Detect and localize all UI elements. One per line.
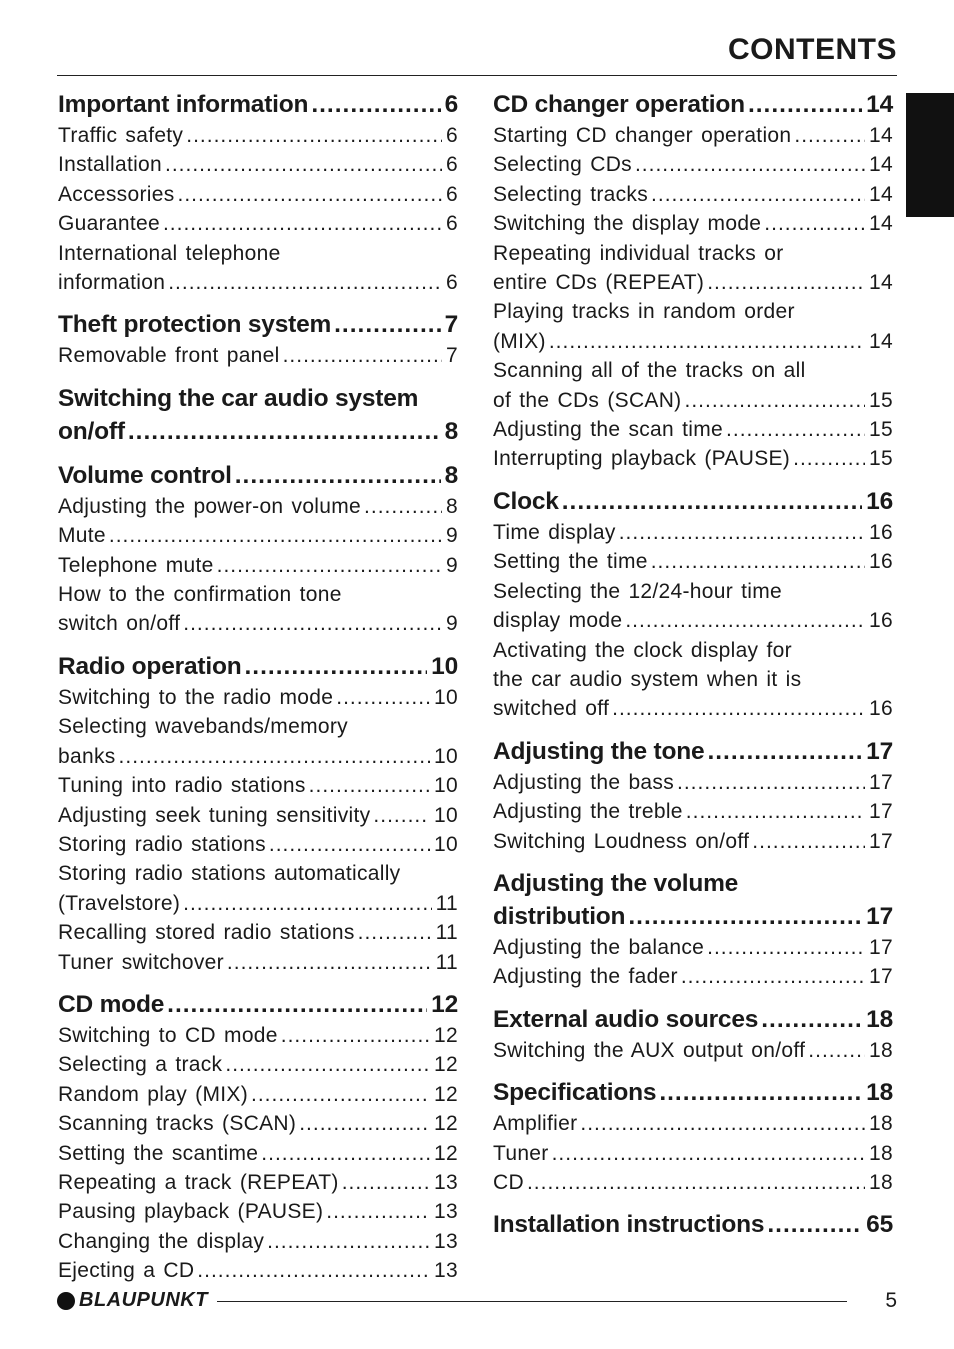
toc-entry-page: 17 [869, 829, 893, 853]
dot-leader [726, 415, 865, 444]
dot-leader [342, 1168, 430, 1197]
dot-leader [281, 1021, 430, 1050]
toc-entry-text: Adjusting the treble [493, 800, 683, 824]
toc-section-title-page: 10 [431, 652, 458, 680]
toc-entry-text: Switching the display mode [493, 212, 762, 236]
toc-entry[interactable] [58, 918, 458, 947]
dot-leader [707, 735, 862, 768]
dot-leader [283, 341, 442, 370]
dot-leader [364, 492, 442, 521]
toc-entry-page: 10 [434, 832, 458, 856]
toc-section-title-page: 12 [431, 990, 458, 1018]
toc-entry-line: Playing tracks in random order [493, 300, 795, 324]
toc-entry-text: Tuner [493, 1141, 549, 1165]
dot-leader [761, 1003, 862, 1036]
dot-leader [767, 1208, 862, 1241]
toc-entry-page: 12 [434, 1082, 458, 1106]
toc-entry[interactable] [58, 1109, 458, 1138]
toc-entry-text: switch on/off [58, 612, 181, 636]
dot-leader [269, 830, 430, 859]
dot-leader [625, 606, 865, 635]
toc-entry-page: 13 [434, 1200, 458, 1224]
toc-section-title-text: Radio operation [58, 652, 242, 680]
toc-entry[interactable] [58, 1139, 458, 1168]
toc-entry[interactable] [58, 209, 458, 238]
toc-entry[interactable] [58, 771, 458, 800]
toc-entry[interactable] [58, 150, 458, 179]
toc-entry[interactable] [493, 209, 893, 238]
toc-entry-page: 6 [446, 212, 458, 236]
toc-entry-text: Interrupting playback (PAUSE) [493, 447, 791, 471]
toc-section-title-text: distribution [493, 902, 626, 930]
toc-entry[interactable] [493, 327, 893, 356]
toc-entry-text: Ejecting a CD [58, 1259, 195, 1283]
dot-leader [128, 415, 441, 448]
toc-section-title-page: 8 [444, 417, 458, 445]
toc-entry-page: 9 [446, 524, 458, 548]
toc-section-title[interactable] [493, 1208, 893, 1241]
toc-section-title-page: 14 [866, 91, 893, 118]
dot-leader [311, 88, 440, 121]
toc-section-title[interactable] [493, 900, 893, 933]
toc-entry-page: 15 [869, 418, 893, 442]
toc-entry[interactable] [58, 801, 458, 830]
toc-section-title[interactable] [493, 1076, 893, 1109]
toc-entry-text: Storing radio stations [58, 832, 266, 856]
toc-entry[interactable] [493, 1036, 893, 1065]
dot-leader [334, 308, 440, 341]
dot-leader [748, 88, 862, 121]
toc-entry-page: 11 [435, 950, 458, 974]
toc-section [493, 735, 893, 856]
toc-section-title[interactable] [58, 988, 458, 1021]
toc-entry-text: switched off [493, 697, 610, 721]
toc-entry[interactable] [58, 341, 458, 370]
toc-entry[interactable] [58, 683, 458, 712]
toc-entry-page: 13 [434, 1170, 458, 1194]
dot-leader [794, 121, 865, 150]
toc-entry[interactable] [58, 1256, 458, 1285]
toc-entry-page: 10 [434, 744, 458, 768]
toc-entry[interactable] [58, 268, 458, 297]
toc-entry[interactable] [493, 180, 893, 209]
toc-section-title-text: Volume control [58, 461, 232, 489]
toc-entry-text: Tuner switchover [58, 950, 224, 974]
toc-section-title-page: 17 [866, 737, 893, 765]
toc-entry-text: Adjusting the balance [493, 935, 705, 959]
dot-leader [552, 1139, 865, 1168]
toc-entry-line: How to the confirmation tone [58, 583, 342, 607]
toc-entry-page: 14 [869, 329, 893, 353]
toc-entry-text: Setting the scantime [58, 1141, 259, 1165]
toc-entry-text: information [58, 271, 166, 295]
toc-entry-page: 7 [446, 344, 458, 368]
toc-entry[interactable] [493, 150, 893, 179]
toc-section-title-text: External audio sources [493, 1005, 759, 1033]
toc-entry-page: 10 [434, 774, 458, 798]
toc-entry[interactable] [58, 742, 458, 771]
toc-entry-line: Selecting wavebands/memory [58, 715, 348, 739]
toc-entry[interactable] [58, 609, 458, 638]
toc-entry[interactable] [493, 827, 893, 856]
dot-leader [764, 209, 865, 238]
toc-section [493, 88, 893, 474]
dot-leader [186, 121, 442, 150]
toc-entry-page: 9 [446, 553, 458, 577]
toc-entry-text: Time display [493, 520, 616, 544]
toc-entry-text: Selecting tracks [493, 182, 649, 206]
dot-leader [527, 1168, 865, 1197]
toc-entry-page: 16 [869, 550, 893, 574]
toc-entry-text: Guarantee [58, 212, 160, 236]
toc-section-title-text: CD changer operation [493, 91, 745, 118]
toc-section [493, 1076, 893, 1197]
toc-entry-page: 12 [434, 1112, 458, 1136]
toc-entry-page: 18 [869, 1170, 893, 1194]
dot-leader [178, 180, 443, 209]
toc-entry-text: Recalling stored radio stations [58, 921, 355, 945]
toc-entry-text: banks [58, 744, 116, 768]
toc-section-title-page: 18 [866, 1079, 893, 1107]
dot-leader [707, 268, 865, 297]
page-title: CONTENTS [728, 33, 897, 66]
dot-leader [651, 547, 865, 576]
toc-section [493, 485, 893, 724]
toc-entry[interactable] [493, 933, 893, 962]
toc-entry-text: Changing the display [58, 1229, 265, 1253]
dot-leader [119, 742, 430, 771]
toc-entry-page: 14 [869, 212, 893, 236]
toc-entry-page: 11 [435, 921, 458, 945]
toc-entry[interactable] [58, 1080, 458, 1109]
toc-entry[interactable] [493, 797, 893, 826]
toc-entry[interactable] [493, 768, 893, 797]
toc-entry-text: Amplifier [493, 1112, 578, 1136]
dot-leader [109, 521, 442, 550]
toc-section [58, 308, 458, 370]
dot-leader [562, 485, 862, 518]
toc-entry-text: Random play (MIX) [58, 1082, 248, 1106]
toc-entry-text: Switching the AUX output on/off [493, 1038, 806, 1062]
toc-section [58, 988, 458, 1286]
toc-entry[interactable] [493, 547, 893, 576]
dot-leader [183, 889, 431, 918]
toc-entry-page: 9 [446, 612, 458, 636]
toc-section-title-text: Theft protection system [58, 311, 332, 339]
toc-section-title[interactable] [58, 459, 458, 492]
toc-entry[interactable] [58, 492, 458, 521]
toc-section-title[interactable] [58, 415, 458, 448]
dot-leader [197, 1256, 430, 1285]
dot-leader [235, 459, 441, 492]
toc-entry-text: display mode [493, 609, 623, 633]
toc-section-title-page: 16 [866, 487, 893, 515]
dot-leader [336, 683, 430, 712]
dot-leader [217, 551, 442, 580]
toc-entry-page: 17 [869, 965, 893, 989]
toc-entry-page: 16 [869, 697, 893, 721]
toc-entry-page: 13 [434, 1229, 458, 1253]
toc-entry-line: Scanning all of the tracks on all [493, 359, 806, 383]
toc-entry-line: Repeating individual tracks or [493, 241, 784, 265]
dot-leader [677, 768, 865, 797]
toc-entry[interactable] [58, 521, 458, 550]
toc-entry-page: 16 [869, 609, 893, 633]
toc-section-title-text: Adjusting the tone [493, 737, 705, 765]
toc-entry-page: 11 [435, 891, 458, 915]
toc-section-title-page: 65 [866, 1211, 893, 1239]
toc-entry-text: Installation [58, 153, 162, 177]
toc-entry-page: 14 [869, 124, 893, 147]
dot-leader [686, 797, 865, 826]
toc-section [58, 382, 458, 448]
toc-entry-page: 12 [434, 1023, 458, 1047]
footer-rule [217, 1301, 847, 1302]
toc-entry-page: 15 [869, 388, 893, 412]
dot-leader [167, 988, 427, 1021]
dot-leader [628, 900, 862, 933]
dot-leader [635, 150, 865, 179]
toc-entry[interactable] [58, 948, 458, 977]
toc-entry-text: Starting CD changer operation [493, 124, 792, 147]
toc-entry[interactable] [493, 962, 893, 991]
toc-entry[interactable] [493, 1168, 893, 1197]
toc-entry-text: Pausing playback (PAUSE) [58, 1200, 324, 1224]
toc-entry-text: Setting the time [493, 550, 648, 574]
brand-dot-icon [57, 1292, 75, 1310]
toc-entry-page: 12 [434, 1053, 458, 1077]
toc-entry-text: Repeating a track (REPEAT) [58, 1170, 339, 1194]
dot-leader [684, 386, 865, 415]
toc-section-title[interactable] [493, 735, 893, 768]
toc-entry-text: entire CDs (REPEAT) [493, 271, 705, 295]
toc-section-title-line: Switching the car audio system [58, 384, 419, 412]
toc-entry[interactable] [493, 268, 893, 297]
toc-entry-page: 18 [869, 1112, 893, 1136]
toc-entry-text: CD [493, 1170, 524, 1194]
toc-entry-page: 15 [869, 447, 893, 471]
dot-leader [681, 962, 865, 991]
toc-entry-page: 6 [446, 153, 458, 177]
toc-entry-text: Telephone mute [58, 553, 214, 577]
toc-entry[interactable] [493, 518, 893, 547]
toc-entry[interactable] [58, 1021, 458, 1050]
toc-section [493, 1208, 893, 1241]
toc-section-title-line: Adjusting the volume [493, 869, 739, 897]
toc-entry-page: 17 [869, 770, 893, 794]
toc-entry-page: 18 [869, 1141, 893, 1165]
toc-entry-page: 16 [869, 520, 893, 544]
toc-entry-text: Switching to the radio mode [58, 685, 334, 709]
dot-leader [261, 1139, 430, 1168]
toc-section-title[interactable] [58, 650, 458, 683]
toc-entry-page: 14 [869, 182, 893, 206]
dot-leader [183, 609, 442, 638]
toc-entry[interactable] [58, 889, 458, 918]
toc-entry-page: 18 [869, 1038, 893, 1062]
dot-leader [612, 694, 865, 723]
dot-leader [373, 801, 430, 830]
toc-entry-text: Accessories [58, 182, 175, 206]
dot-leader [227, 948, 432, 977]
toc-section-title[interactable] [493, 1003, 893, 1036]
toc-entry[interactable] [493, 121, 893, 150]
dot-leader [659, 1076, 862, 1109]
dot-leader [580, 1109, 865, 1138]
toc-entry-page: 17 [869, 935, 893, 959]
dot-leader [619, 518, 865, 547]
toc-section [493, 1003, 893, 1065]
toc-section-title-text: Clock [493, 487, 559, 515]
dot-leader [225, 1050, 430, 1079]
toc-entry-text: Traffic safety [58, 124, 184, 147]
toc-section [58, 650, 458, 977]
toc-entry[interactable] [58, 1227, 458, 1256]
toc-entry[interactable] [58, 1168, 458, 1197]
toc-entry-text: Adjusting the bass [493, 770, 675, 794]
toc-entry[interactable] [58, 121, 458, 150]
dot-leader [163, 209, 442, 238]
toc-entry-page: 14 [869, 153, 893, 177]
toc-section-title[interactable] [58, 88, 458, 121]
toc-section-title-page: 7 [444, 311, 458, 339]
toc-entry[interactable] [58, 1197, 458, 1226]
toc-section-title-page: 6 [444, 91, 458, 118]
toc-entry-text: (Travelstore) [58, 891, 181, 915]
toc-section-title-page: 17 [866, 902, 893, 930]
toc-section-title[interactable] [493, 485, 893, 518]
toc-entry-page: 10 [434, 685, 458, 709]
dot-leader [326, 1197, 430, 1226]
toc-right-column [493, 88, 893, 1252]
toc-entry[interactable] [58, 180, 458, 209]
page-number: 5 [885, 1289, 897, 1312]
language-tab-marker [906, 93, 954, 217]
toc-entry-text: Switching to CD mode [58, 1023, 278, 1047]
toc-section-title[interactable] [58, 308, 458, 341]
toc-entry[interactable] [493, 1109, 893, 1138]
toc-section-title-text: CD mode [58, 990, 165, 1018]
toc-section [493, 867, 893, 992]
toc-entry-text: Switching Loudness on/off [493, 829, 750, 853]
dot-leader [309, 771, 430, 800]
toc-entry[interactable] [493, 606, 893, 635]
dot-leader [358, 918, 432, 947]
toc-entry-line: Selecting the 12/24-hour time [493, 579, 783, 603]
toc-entry[interactable] [493, 386, 893, 415]
toc-entry-page: 17 [869, 800, 893, 824]
toc-section-title-page: 18 [866, 1005, 893, 1033]
toc-entry-text: Selecting a track [58, 1053, 223, 1077]
toc-section-title-text: on/off [58, 417, 125, 445]
toc-entry-page: 6 [446, 124, 458, 147]
toc-section-title-page: 8 [444, 461, 458, 489]
dot-leader [251, 1080, 430, 1109]
toc-section-title-text: Installation instructions [493, 1211, 765, 1239]
toc-entry-page: 8 [446, 494, 458, 518]
dot-leader [299, 1109, 430, 1138]
toc-entry-page: 10 [434, 803, 458, 827]
toc-entry-text: Adjusting the fader [493, 965, 678, 989]
header-rule [57, 75, 897, 76]
toc-entry[interactable] [58, 551, 458, 580]
toc-entry-page: 13 [434, 1259, 458, 1283]
toc-entry[interactable] [58, 1050, 458, 1079]
toc-entry-page: 14 [869, 271, 893, 295]
toc-entry-line: the car audio system when it is [493, 667, 802, 691]
toc-section-title-text: Important information [58, 91, 309, 118]
toc-entry-line: International telephone [58, 241, 281, 265]
toc-entry-text: Scanning tracks (SCAN) [58, 1112, 297, 1136]
dot-leader [752, 827, 865, 856]
toc-section [58, 88, 458, 297]
dot-leader [808, 1036, 865, 1065]
toc-entry-text: Removable front panel [58, 344, 280, 368]
toc-left-column [58, 88, 458, 1297]
dot-leader [168, 268, 442, 297]
toc-entry-page: 6 [446, 271, 458, 295]
toc-section-title[interactable] [493, 88, 893, 121]
toc-section-title-text: Specifications [493, 1079, 657, 1107]
dot-leader [793, 444, 865, 473]
toc-entry-page: 12 [434, 1141, 458, 1165]
toc-entry[interactable] [493, 444, 893, 473]
brand-logo [57, 1289, 208, 1312]
dot-leader [267, 1227, 430, 1256]
toc-entry[interactable] [58, 830, 458, 859]
toc-entry-text: Tuning into radio stations [58, 774, 306, 798]
toc-entry-line: Storing radio stations automatically [58, 862, 401, 886]
dot-leader [707, 933, 865, 962]
toc-section [58, 459, 458, 639]
toc-entry-text: Adjusting seek tuning sensitivity [58, 803, 371, 827]
toc-entry-text: Selecting CDs [493, 153, 632, 177]
toc-entry[interactable] [493, 1139, 893, 1168]
toc-entry[interactable] [493, 415, 893, 444]
dot-leader [651, 180, 865, 209]
toc-entry-line: Activating the clock display for [493, 638, 792, 662]
toc-entry-page: 6 [446, 182, 458, 206]
toc-entry-text: Adjusting the power-on volume [58, 494, 362, 518]
toc-entry-text: of the CDs (SCAN) [493, 388, 682, 412]
toc-entry-text: Adjusting the scan time [493, 418, 724, 442]
dot-leader [165, 150, 442, 179]
dot-leader [244, 650, 427, 683]
toc-entry-text: Mute [58, 524, 106, 548]
toc-entry[interactable] [493, 694, 893, 723]
toc-entry-text: (MIX) [493, 329, 546, 353]
dot-leader [549, 327, 865, 356]
brand-name: BLAUPUNKT [79, 1289, 208, 1311]
